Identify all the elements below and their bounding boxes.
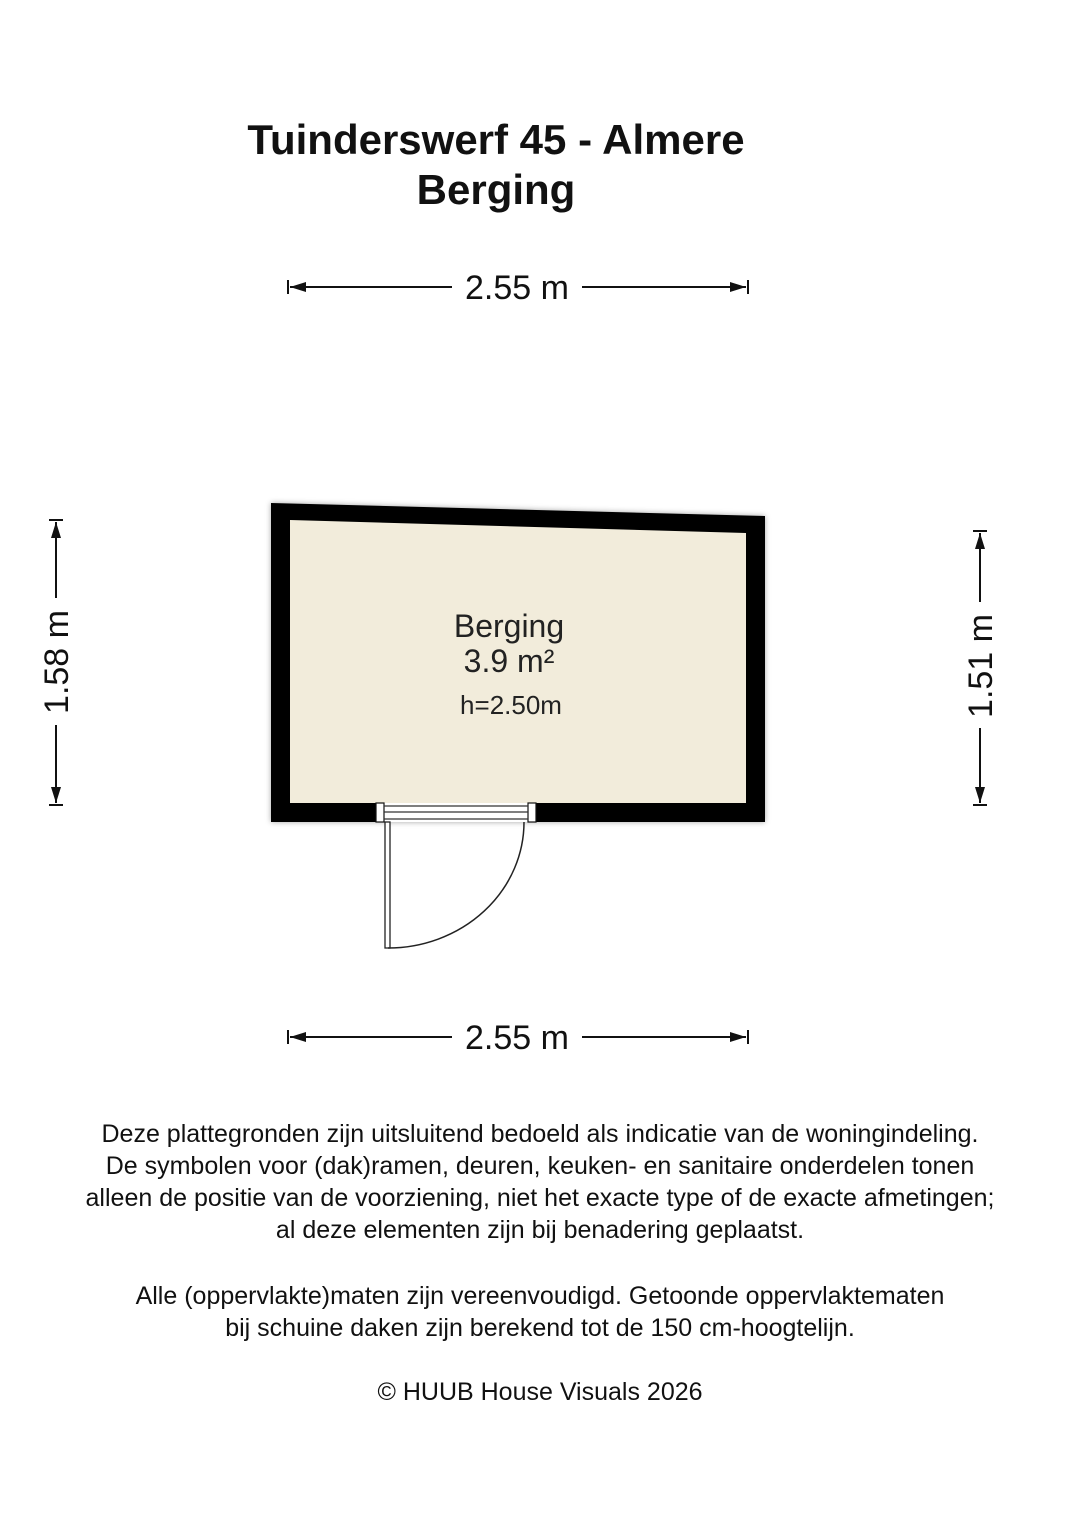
arrow-left-icon xyxy=(290,1032,306,1042)
arrow-right-icon xyxy=(730,1032,746,1042)
disclaimer-line: Deze plattegronden zijn uitsluitend bedoeld als indicatie van de woningindeling. xyxy=(101,1120,979,1148)
disclaimer-line: alleen de positie van de voorziening, niet het exacte type of de exacte afmetingen; xyxy=(85,1184,995,1212)
room-height: h=2.50m xyxy=(460,690,562,720)
dimension-left-height xyxy=(38,520,76,805)
page-title: Tuinderswerf 45 - Almere xyxy=(247,116,745,163)
dimension-right-label: 1.51 m xyxy=(962,614,1000,718)
arrow-up-icon xyxy=(975,533,985,549)
disclaimer-line: Alle (oppervlakte)maten zijn vereenvoudigd. Getoonde oppervlaktematen xyxy=(135,1282,945,1310)
dimension-bottom-width xyxy=(288,1019,748,1057)
disclaimer-line: bij schuine daken zijn berekend tot de 150 cm-hoogtelijn. xyxy=(225,1314,855,1342)
room-name: Berging xyxy=(453,608,565,644)
dimension-bottom-label: 2.55 m xyxy=(465,1019,569,1057)
copyright-notice: © HUUB House Visuals 2026 xyxy=(377,1378,703,1406)
dimension-right-height xyxy=(962,531,1000,805)
dimension-top-label: 2.55 m xyxy=(465,269,569,307)
disclaimer-line: De symbolen voor (dak)ramen, deuren, keuken- en sanitaire onderdelen tonen xyxy=(105,1152,975,1180)
arrow-down-icon xyxy=(51,787,61,803)
room-area: 3.9 m² xyxy=(463,643,555,679)
door xyxy=(376,803,536,948)
arrow-left-icon xyxy=(290,282,306,292)
disclaimer-paragraph-1 xyxy=(0,1118,1080,1246)
disclaimer-line: al deze elementen zijn bij benadering geplaatst. xyxy=(275,1216,805,1244)
disclaimer-paragraph-2 xyxy=(0,1280,1080,1344)
arrow-right-icon xyxy=(730,282,746,292)
dimension-left-label: 1.58 m xyxy=(38,610,76,714)
room-berging xyxy=(271,503,765,948)
dimension-top-width xyxy=(288,269,748,307)
arrow-up-icon xyxy=(51,522,61,538)
door-swing-arc xyxy=(388,822,524,948)
floor-title: Berging xyxy=(416,166,576,213)
door-leaf xyxy=(385,822,390,948)
arrow-down-icon xyxy=(975,787,985,803)
